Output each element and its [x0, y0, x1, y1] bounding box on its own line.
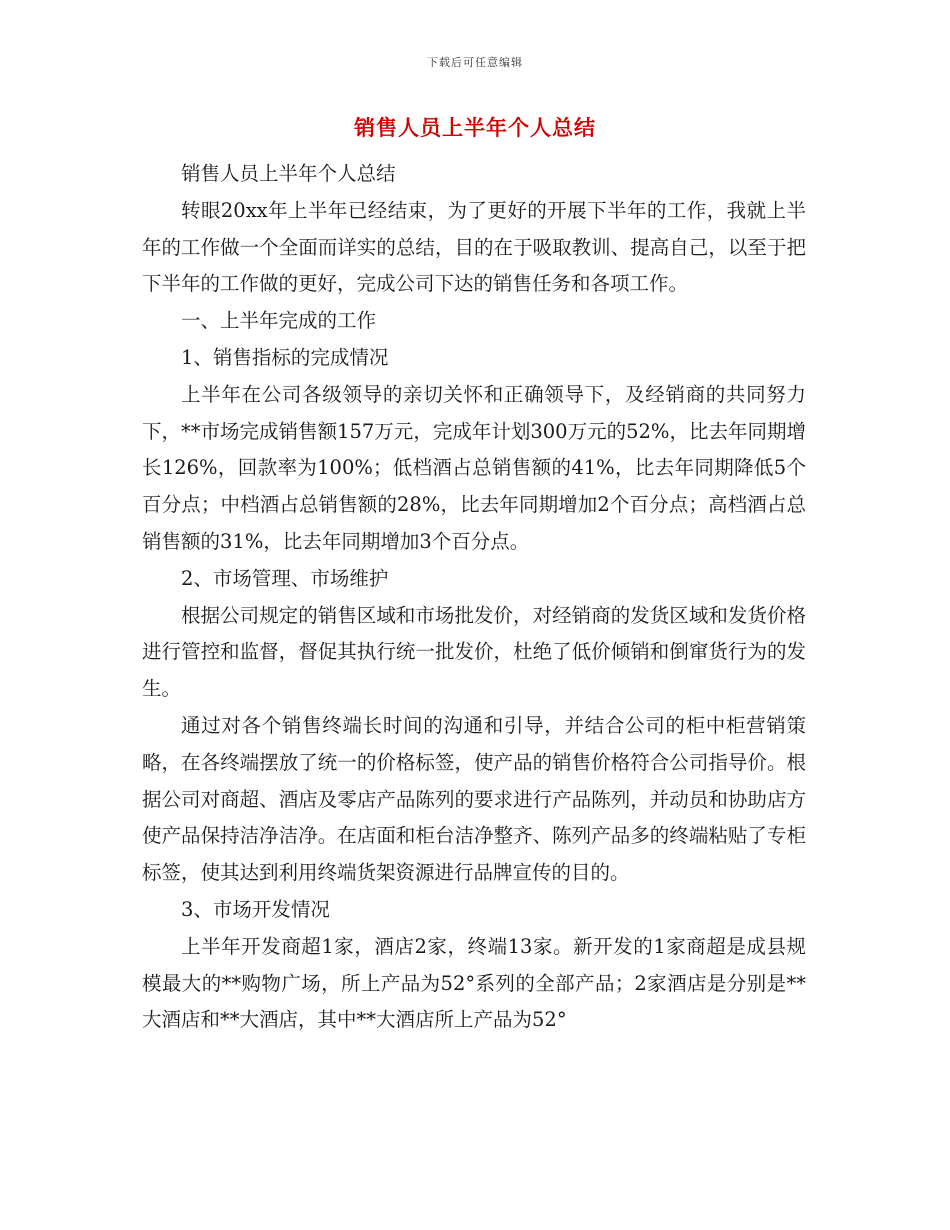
- paragraph: 通过对各个销售终端长时间的沟通和引导，并结合公司的柜中柜营销策略，在各终端摆放了统一的价格标签，使产品的销售价格符合公司指导价。根据公司对商超、酒店及零店产品陈列的要求进行产品陈列，并动员和协助店方使产品保持洁净洁净。在店面和柜台洁净整齐、陈列产品多的终端粘贴了专柜标签，使其达到利用终端货架资源进行品牌宣传的目的。: [142, 713, 806, 885]
- document-title: 销售人员上半年个人总结: [354, 115, 596, 140]
- section-heading: 一、上半年完成的工作: [181, 309, 377, 333]
- paragraph: 根据公司规定的销售区域和市场批发价，对经销商的发货区域和发货价格进行管控和监督，督促其执行统一批发价，杜绝了低价倾销和倒窜货行为的发生。: [142, 603, 806, 701]
- subsection-heading: 1、销售指标的完成情况: [181, 345, 389, 369]
- paragraph-subtitle: 销售人员上半年个人总结: [181, 162, 396, 185]
- document-body: [142, 156, 806, 1039]
- subsection-heading: 2、市场管理、市场维护: [181, 566, 389, 590]
- paragraph-intro: 转眼20xx年上半年已经结束，为了更好的开展下半年的工作，我就上半年的工作做一个全面而详实的总结，目的在于吸取教训、提高自己，以至于把下半年的工作做的更好，完成公司下达的销售任务和各项工作。: [142, 198, 806, 296]
- header-note: 下载后可任意编辑: [427, 56, 523, 69]
- paragraph: 上半年在公司各级领导的亲切关怀和正确领导下，及经销商的共同努力下，**市场完成销售额157万元，完成年计划300万元的52%，比去年同期增长126%，回款率为100%；低档酒占总销售额的41%，比去年同期降低5个百分点；中档酒占总销售额的28%，比去年同期增加2个百分点；高档酒占总销售额的31%，比去年同期增加3个百分点。: [142, 382, 806, 553]
- paragraph: 上半年开发商超1家，酒店2家，终端13家。新开发的1家商超是成县规模最大的**购物广场，所上产品为52°系列的全部产品；2家酒店是分别是**大酒店和**大酒店，其中**大酒店所上产品为52°: [142, 934, 806, 1032]
- subsection-heading: 3、市场开发情况: [181, 897, 330, 921]
